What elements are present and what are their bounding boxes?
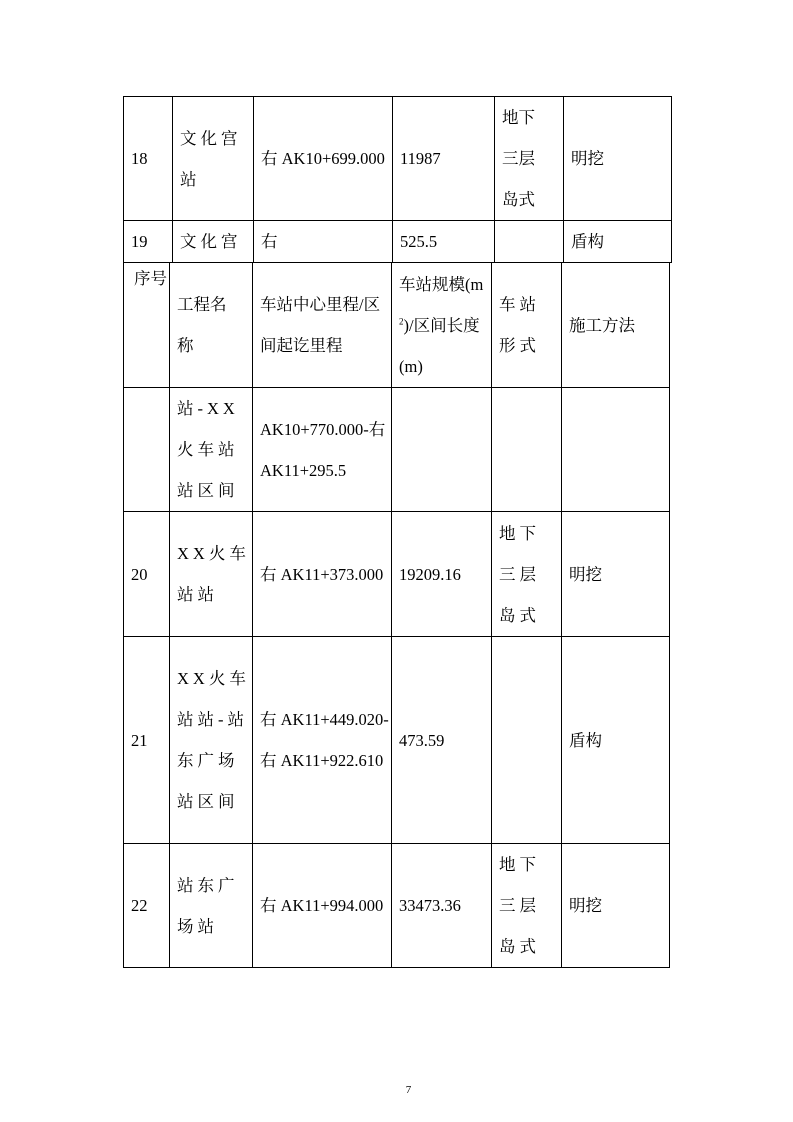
table-header-row: [124, 263, 670, 388]
header-method: 施工方法: [562, 263, 670, 388]
cell-mileage: 右 AK11+449.020-右 AK11+922.610: [253, 637, 392, 844]
cell-no: [124, 388, 170, 512]
table-row: [124, 844, 670, 968]
table-row: [124, 512, 670, 637]
cell-method: 明挖: [562, 844, 670, 968]
cell-method: [562, 388, 670, 512]
cell-scale: 33473.36: [392, 844, 492, 968]
header-mileage: 车站中心里程/区间起讫里程: [253, 263, 392, 388]
cell-no: 21: [124, 637, 170, 844]
cell-scale: 525.5: [393, 221, 495, 263]
cell-mileage: 右: [254, 221, 393, 263]
table-continued-top: [123, 96, 672, 263]
cell-mileage: 右 AK11+994.000: [253, 844, 392, 968]
cell-name: 站-XX火车站站区间: [170, 388, 253, 512]
cell-form: 地下三层岛式: [492, 512, 562, 637]
cell-scale: 19209.16: [392, 512, 492, 637]
cell-no: 19: [124, 221, 173, 263]
cell-no: 18: [124, 97, 173, 221]
cell-method: 盾构: [562, 637, 670, 844]
cell-name: XX火车站站: [170, 512, 253, 637]
station-table: [123, 262, 670, 968]
cell-form: 地下三层岛式: [495, 97, 564, 221]
cell-name: XX火车站站-站东广场站区间: [170, 637, 253, 844]
header-name: 工程名称: [170, 263, 253, 388]
cell-name: 文化宫站: [173, 97, 254, 221]
cell-mileage: AK10+770.000-右 AK11+295.5: [253, 388, 392, 512]
cell-name: 站东广场站: [170, 844, 253, 968]
cell-method: 明挖: [564, 97, 672, 221]
cell-mileage: 右 AK10+699.000: [254, 97, 393, 221]
cell-mileage: 右 AK11+373.000: [253, 512, 392, 637]
header-form: 车站形式: [492, 263, 562, 388]
page-number: 7: [405, 1084, 412, 1096]
cell-scale: 473.59: [392, 637, 492, 844]
header-no: 序号: [124, 263, 170, 388]
cell-form: 地下三层岛式: [492, 844, 562, 968]
cell-method: 明挖: [562, 512, 670, 637]
table-row: [124, 97, 672, 221]
cell-scale: 11987: [393, 97, 495, 221]
cell-form: [492, 637, 562, 844]
cell-method: 盾构: [564, 221, 672, 263]
cell-no: 22: [124, 844, 170, 968]
table-row: [124, 637, 670, 844]
header-scale: 车站规模$(m^2)/$区间长度(m): [392, 263, 492, 388]
cell-scale: [392, 388, 492, 512]
cell-form: [492, 388, 562, 512]
cell-no: 20: [124, 512, 170, 637]
cell-name: 文化宫: [173, 221, 254, 263]
table-row: [124, 388, 670, 512]
table-row: [124, 221, 672, 263]
cell-form: [495, 221, 564, 263]
